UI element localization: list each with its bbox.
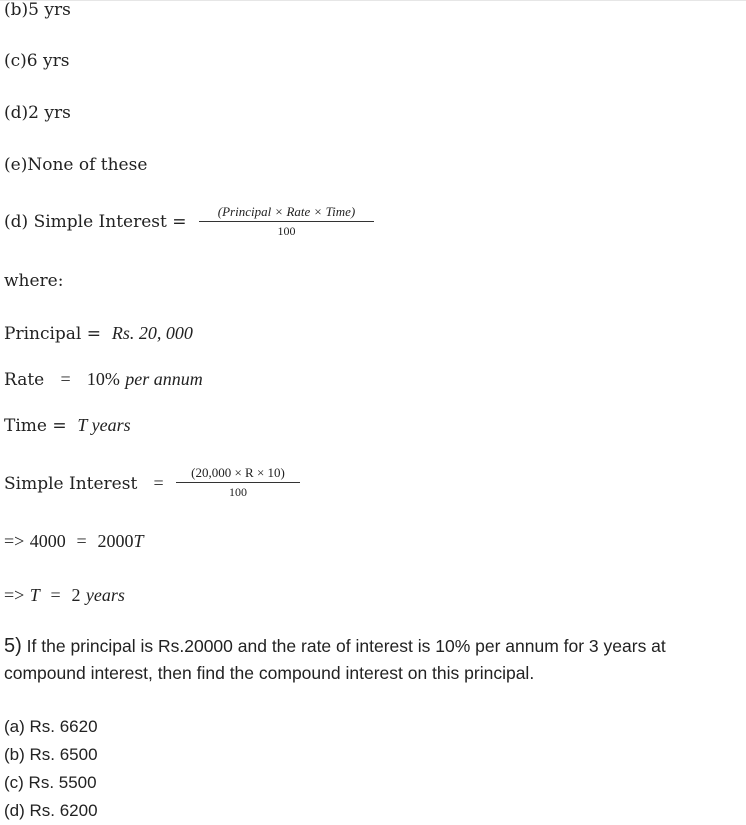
rate-line: Rate = 10% per annum — [4, 369, 203, 390]
simple-interest-substitution-label: Simple Interest = — [4, 473, 164, 494]
option-d: (d)2 yrs — [4, 103, 71, 123]
substitution-denominator: 100 — [229, 485, 247, 499]
time-line: Time = T years — [4, 415, 131, 436]
formula-numerator: (Principal × Rate × Time) — [199, 204, 374, 222]
q5-option-d: (d) Rs. 6200 — [4, 801, 98, 820]
principal-line: Principal = Rs. 20, 000 — [4, 323, 193, 344]
where-text: where: — [4, 271, 64, 291]
option-e: (e)None of these — [4, 155, 148, 175]
formula-denominator: 100 — [277, 224, 296, 238]
simple-interest-substitution-fraction — [176, 465, 300, 499]
option-b: (b)5 yrs — [4, 0, 71, 20]
substitution-numerator: (20,000 × R × 10) — [176, 465, 300, 483]
question-number: 5) — [4, 635, 22, 657]
top-divider — [0, 0, 746, 1]
q5-option-a: (a) Rs. 6620 — [4, 717, 98, 736]
step-2: => T = 2 years — [4, 585, 125, 605]
question-5-line-2: compound interest, then find the compound interest on this principal. — [4, 663, 535, 683]
simple-interest-formula-fraction — [199, 204, 374, 238]
option-c: (c)6 yrs — [4, 51, 70, 71]
step-1: => 4000 = 2000T — [4, 531, 144, 551]
q5-option-b: (b) Rs. 6500 — [4, 745, 98, 764]
simple-interest-formula-label: (d) Simple Interest = — [4, 212, 187, 232]
q5-option-c: (c) Rs. 5500 — [4, 773, 97, 792]
question-5-line-1: 5) If the principal is Rs.20000 and the rate of interest is 10% per annum for 3 years at — [4, 635, 666, 657]
